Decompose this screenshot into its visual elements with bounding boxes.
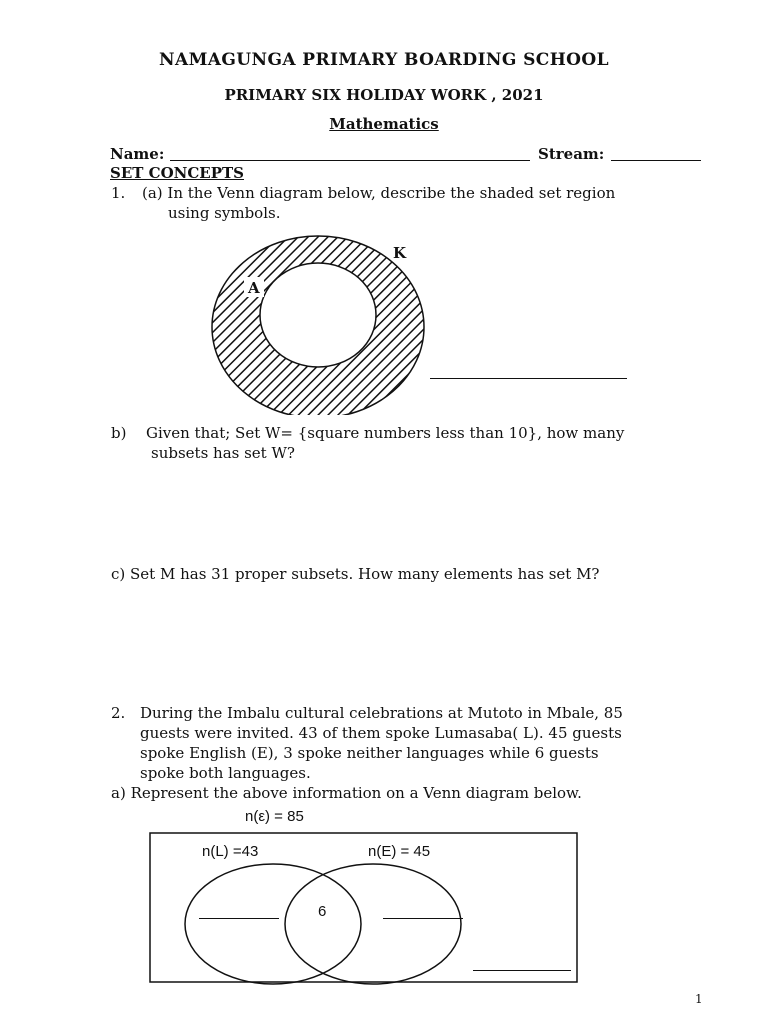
question-number-1: 1. xyxy=(111,184,126,202)
question-1b-marker: b) xyxy=(111,424,127,442)
subject-title: Mathematics xyxy=(329,115,439,133)
set-e-label: n(E) = 45 xyxy=(368,843,431,860)
question-2-text-2: guests were invited. 43 of them spoke Lumasaba( L). 45 guests xyxy=(140,724,622,742)
work-title: PRIMARY SIX HOLIDAY WORK , 2021 xyxy=(224,86,544,104)
question-2-text-3: spoke English (E), 3 spoke neither languages while 6 guests xyxy=(140,744,599,762)
question-2-text-4: spoke both languages. xyxy=(140,764,311,782)
question-1b-text-cont: subsets has set W? xyxy=(151,444,295,462)
universal-set-label: n(ε) = 85 xyxy=(245,808,304,825)
stream-blank[interactable] xyxy=(611,160,701,161)
intersection-value: 6 xyxy=(318,903,327,920)
question-1b-text: Given that; Set W= {square numbers less than 10}, how many xyxy=(146,424,625,442)
l-only-blank[interactable] xyxy=(199,918,279,919)
question-1a-text: (a) In the Venn diagram below, describe the shaded set region xyxy=(142,184,616,202)
set-l-ellipse xyxy=(185,864,361,984)
name-blank[interactable] xyxy=(170,160,530,161)
question-1c-text: c) Set M has 31 proper subsets. How many elements has set M? xyxy=(111,565,600,583)
name-label: Name: xyxy=(110,145,165,163)
set-e-ellipse xyxy=(285,864,461,984)
school-name: NAMAGUNGA PRIMARY BOARDING SCHOOL xyxy=(159,50,609,70)
answer-blank-1a[interactable] xyxy=(430,378,627,379)
question-2-text-1: During the Imbalu cultural celebrations at Mutoto in Mbale, 85 xyxy=(140,704,623,722)
section-title: SET CONCEPTS xyxy=(110,164,245,182)
set-a-ellipse xyxy=(260,263,376,367)
question-1a-text-cont: using symbols. xyxy=(168,204,281,222)
neither-blank[interactable] xyxy=(473,970,571,971)
question-2a-text: a) Represent the above information on a Venn diagram below. xyxy=(111,784,582,802)
stream-label: Stream: xyxy=(538,145,605,163)
label-k: K xyxy=(393,244,407,262)
set-l-label: n(L) =43 xyxy=(202,843,259,860)
question-number-2: 2. xyxy=(111,704,126,722)
label-a: A xyxy=(248,279,260,297)
e-only-blank[interactable] xyxy=(383,918,463,919)
venn-diagram-shaded xyxy=(210,235,450,415)
page-number: 1 xyxy=(695,992,703,1006)
